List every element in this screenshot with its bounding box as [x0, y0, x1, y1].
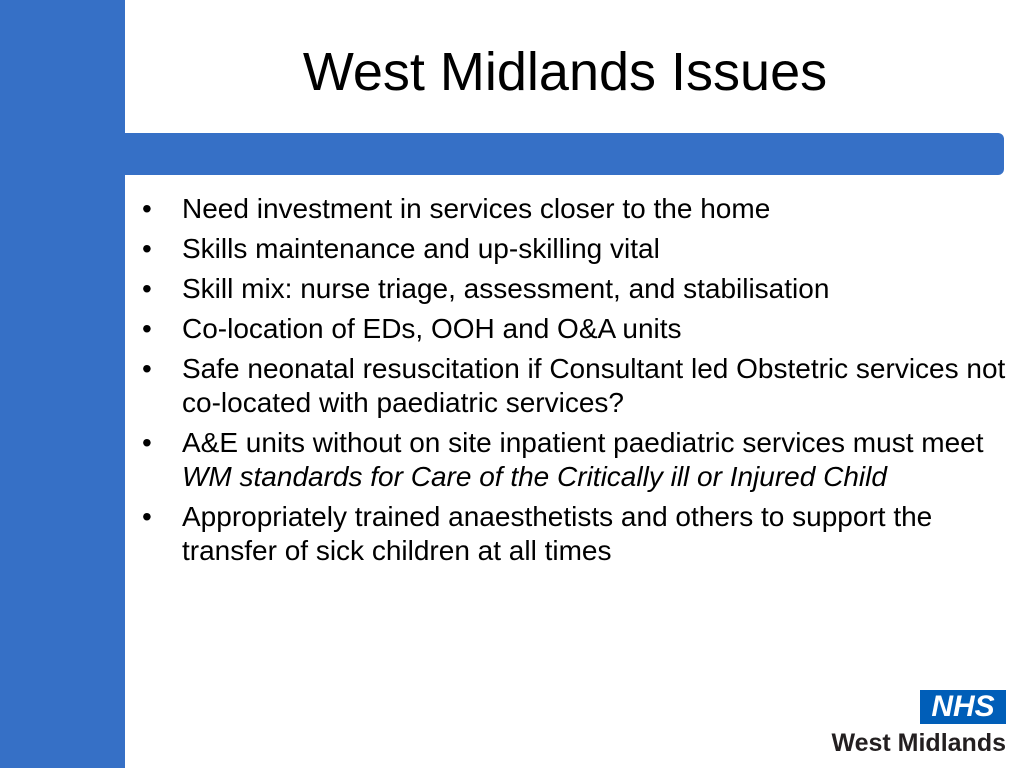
bullet-text: A&E units without on site inpatient paediatric services must meet [182, 427, 984, 458]
bullet-item [140, 272, 1014, 306]
bullet-item [140, 500, 1014, 568]
bullet-item [140, 426, 1014, 494]
bullet-item [140, 312, 1014, 346]
left-accent-bar [0, 0, 125, 768]
slide-title: West Midlands Issues [302, 42, 828, 102]
title-underline-band [110, 133, 1004, 175]
nhs-logo [806, 690, 1006, 760]
bullet-text-italic: WM standards for Care of the Critically ill or Injured Child [182, 461, 887, 492]
bullet-text: Skill mix: nurse triage, assessment, and stabilisation [182, 273, 830, 304]
bullet-dot-icon: • [142, 273, 152, 304]
bullet-dot-icon: • [142, 427, 152, 458]
bullet-dot-icon: • [142, 233, 152, 264]
bullet-item [140, 192, 1014, 226]
bullet-text: Safe neonatal resuscitation if Consultant led Obstetric services not co-located with paediatric services? [182, 353, 1006, 418]
bullet-text: Appropriately trained anaesthetists and others to support the transfer of sick children at all times [182, 501, 933, 566]
bullet-item [140, 352, 1014, 420]
bullet-text: Need investment in services closer to the home [182, 193, 771, 224]
bullet-item [140, 232, 1014, 266]
bullet-list [140, 192, 1014, 574]
bullet-dot-icon: • [142, 193, 152, 224]
bullet-text: Skills maintenance and up-skilling vital [182, 233, 660, 264]
bullet-text: Co-location of EDs, OOH and O&A units [182, 313, 682, 344]
bullet-dot-icon: • [142, 353, 152, 384]
logo-region-name: West Midlands [831, 729, 1006, 757]
bullet-dot-icon: • [142, 501, 152, 532]
nhs-mark: NHS [920, 690, 1006, 724]
bullet-dot-icon: • [142, 313, 152, 344]
